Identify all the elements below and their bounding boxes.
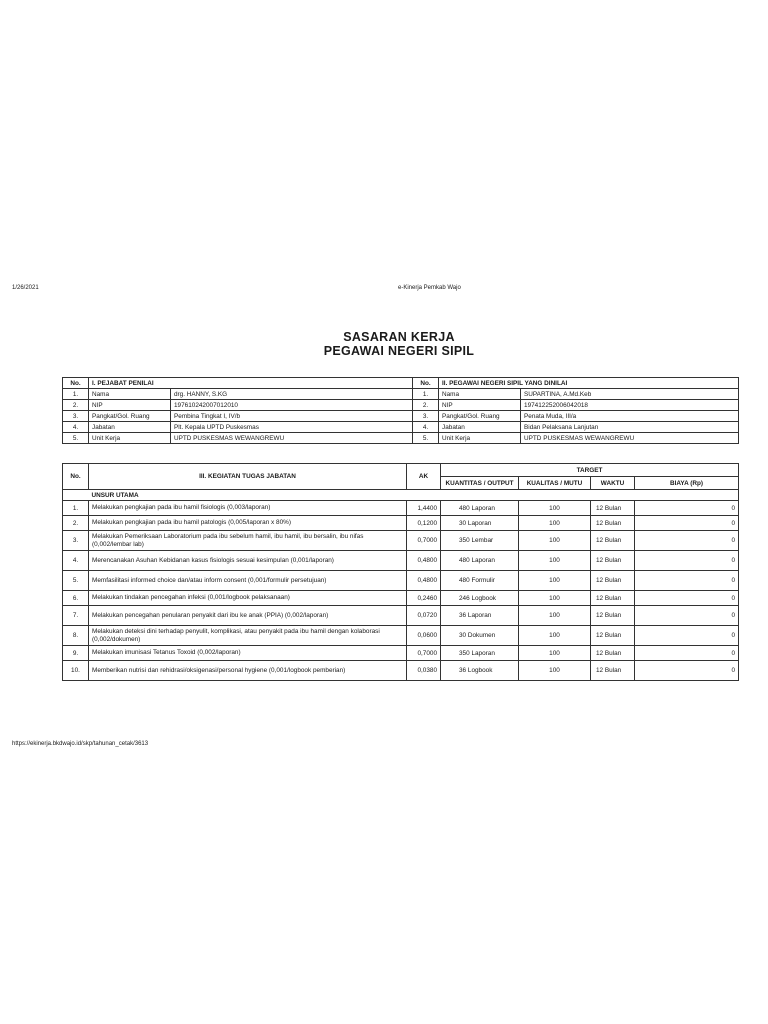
- activity-row: [63, 591, 739, 606]
- time-unit: Bulan: [604, 594, 622, 602]
- quantity-value: 246: [459, 594, 470, 602]
- row-number: 8.: [63, 626, 89, 646]
- row-number: 4.: [63, 551, 89, 571]
- quantity-value: 480: [459, 504, 470, 512]
- time-value: [591, 646, 635, 661]
- main-element-label: UNSUR UTAMA: [89, 490, 739, 501]
- time-amount: 12: [596, 667, 604, 674]
- field-label: Pangkat/Gol. Ruang: [439, 411, 521, 422]
- row-number: 7.: [63, 606, 89, 626]
- quantity-output: [441, 591, 519, 606]
- time-amount: 12: [596, 519, 604, 527]
- cost-value: 0: [635, 606, 739, 626]
- identity-row: [63, 422, 739, 433]
- no-header: No.: [63, 464, 89, 490]
- row-number: 10.: [63, 661, 89, 681]
- field-label: Jabatan: [89, 422, 171, 433]
- quantity-unit: Logbook: [467, 667, 493, 674]
- activity-description: Melakukan Pemeriksaan Laboratorium pada ibu sebelum hamil, ibu hamil, ibu bersalin, ibu nifas (0,002/lembar lab): [89, 531, 407, 551]
- field-label: NIP: [439, 400, 521, 411]
- row-number: 3.: [413, 411, 439, 422]
- quantity-unit: Lembar: [471, 537, 494, 544]
- activity-row: [63, 571, 739, 591]
- field-label: Nama: [89, 389, 171, 400]
- row-number: 4.: [413, 422, 439, 433]
- ak-value: 1,4400: [407, 501, 441, 516]
- quantity-value: 480: [459, 557, 470, 564]
- cost-value: 0: [635, 661, 739, 681]
- activity-row: [63, 626, 739, 646]
- time-value: [591, 516, 635, 531]
- quality-value: 100: [519, 551, 591, 571]
- activity-row: [63, 646, 739, 661]
- section-band-row: [63, 490, 739, 501]
- row-number: 5.: [413, 433, 439, 444]
- quantity-output: [441, 646, 519, 661]
- field-value: 197412252006042018: [521, 400, 739, 411]
- field-value: Plt. Kepala UPTD Puskesmas: [171, 422, 413, 433]
- ak-value: 0,4800: [407, 551, 441, 571]
- time-header: WAKTU: [591, 477, 635, 490]
- time-value: [591, 606, 635, 626]
- time-value: [591, 571, 635, 591]
- no-header: No.: [63, 378, 89, 389]
- field-value: Pembina Tingkat I, IV/b: [171, 411, 413, 422]
- quantity-output: [441, 661, 519, 681]
- field-label: Unit Kerja: [89, 433, 171, 444]
- quantity-output: [441, 516, 519, 531]
- title-line-1: SASARAN KERJA: [343, 330, 455, 344]
- time-unit: Bulan: [604, 557, 622, 564]
- time-amount: 12: [596, 632, 604, 639]
- ak-value: 0,1200: [407, 516, 441, 531]
- work-targets-table: [62, 463, 739, 681]
- activity-description: Melakukan deteksi dini terhadap penyulit, komplikasi, atau penyakit pada ibu hamil dengan kolaborasi (0,002/dokumen): [89, 626, 407, 646]
- quantity-unit: Laporan: [471, 504, 495, 512]
- quality-value: 100: [519, 606, 591, 626]
- print-date: 1/26/2021: [12, 285, 39, 291]
- targets-header-row: [63, 464, 739, 477]
- time-amount: 12: [596, 537, 604, 544]
- quantity-value: 30: [459, 519, 467, 527]
- quantity-output: [441, 626, 519, 646]
- cost-header: BIAYA (Rp): [635, 477, 739, 490]
- cost-value: 0: [635, 591, 739, 606]
- row-number: 2.: [63, 516, 89, 531]
- cost-value: 0: [635, 501, 739, 516]
- activity-description: Memfasilitasi informed choice dan/atau inform consent (0,001/formulir persetujuan): [89, 571, 407, 591]
- quantity-output: [441, 606, 519, 626]
- assessed-employee-header: II. PEGAWAI NEGERI SIPIL YANG DINILAI: [439, 378, 739, 389]
- quantity-value: 36: [459, 667, 467, 674]
- field-value: SUPARTINA, A.Md.Keb: [521, 389, 739, 400]
- field-value: drg. HANNY, S.KG: [171, 389, 413, 400]
- cost-value: 0: [635, 626, 739, 646]
- quantity-unit: Logbook: [471, 594, 496, 602]
- time-unit: Bulan: [604, 504, 622, 512]
- time-value: [591, 501, 635, 516]
- ak-value: 0,7000: [407, 646, 441, 661]
- field-value: Penata Muda, III/a: [521, 411, 739, 422]
- activities-header: III. KEGIATAN TUGAS JABATAN: [89, 464, 407, 490]
- time-unit: Bulan: [604, 612, 622, 619]
- activity-description: Melakukan imunisasi Tetanus Toxoid (0,002/laporan): [89, 646, 407, 661]
- field-value: UPTD PUSKESMAS WEWANGREWU: [521, 433, 739, 444]
- field-value: UPTD PUSKESMAS WEWANGREWU: [171, 433, 413, 444]
- activity-row: [63, 661, 739, 681]
- print-site-title: e-Kinerja Pemkab Wajo: [398, 285, 461, 291]
- cost-value: 0: [635, 531, 739, 551]
- field-value: 197610242007012010: [171, 400, 413, 411]
- row-number: 2.: [413, 400, 439, 411]
- quantity-unit: Formulir: [471, 577, 495, 584]
- document-title: [0, 330, 768, 358]
- time-value: [591, 551, 635, 571]
- quantity-output: [441, 501, 519, 516]
- time-unit: Bulan: [604, 667, 622, 674]
- time-unit: Bulan: [604, 632, 622, 639]
- field-value: Bidan Pelaksana Lanjutan: [521, 422, 739, 433]
- row-number: 3.: [63, 411, 89, 422]
- row-number: 1.: [63, 501, 89, 516]
- quantity-output: [441, 551, 519, 571]
- time-value: [591, 626, 635, 646]
- field-label: Jabatan: [439, 422, 521, 433]
- time-unit: Bulan: [604, 519, 622, 527]
- row-number: 5.: [63, 571, 89, 591]
- activity-description: Memberikan nutrisi dan rehidrasi/oksigenasi/personal hygiene (0,001/logbook pemberian): [89, 661, 407, 681]
- activity-row: [63, 551, 739, 571]
- quality-value: 100: [519, 661, 591, 681]
- activity-description: Melakukan pengkajian pada ibu hamil patologis (0,005/laporan x 80%): [89, 516, 407, 531]
- cost-value: 0: [635, 551, 739, 571]
- officer-identity-table: [62, 377, 739, 444]
- quantity-unit: Laporan: [467, 612, 492, 619]
- identity-row: [63, 389, 739, 400]
- activity-description: Melakukan pencegahan penularan penyakit dari ibu ke anak (PPIA) (0,002/laporan): [89, 606, 407, 626]
- cost-value: 0: [635, 516, 739, 531]
- target-header: TARGET: [441, 464, 739, 477]
- ak-value: 0,2460: [407, 591, 441, 606]
- row-number: 6.: [63, 591, 89, 606]
- row-number: 1.: [413, 389, 439, 400]
- row-number: 3.: [63, 531, 89, 551]
- time-amount: 12: [596, 504, 604, 512]
- ak-header: AK: [407, 464, 441, 490]
- row-number: 4.: [63, 422, 89, 433]
- time-value: [591, 531, 635, 551]
- quantity-value: 480: [459, 577, 470, 584]
- quantity-value: 350: [459, 537, 470, 544]
- time-amount: 12: [596, 594, 604, 602]
- quantity-value: 30: [459, 632, 467, 639]
- row-number: 2.: [63, 400, 89, 411]
- activity-row: [63, 516, 739, 531]
- quantity-unit: Laporan: [471, 649, 495, 657]
- row-number: 5.: [63, 433, 89, 444]
- ak-value: 0,0720: [407, 606, 441, 626]
- time-unit: Bulan: [604, 537, 622, 544]
- time-value: [591, 591, 635, 606]
- quality-value: 100: [519, 646, 591, 661]
- identity-row: [63, 411, 739, 422]
- activity-description: Merencanakan Asuhan Kebidanan kasus fisiologis sesuai kesimpulan (0,001/laporan): [89, 551, 407, 571]
- ak-value: 0,4800: [407, 571, 441, 591]
- quantity-value: 36: [459, 612, 467, 619]
- field-label: NIP: [89, 400, 171, 411]
- activity-row: [63, 606, 739, 626]
- identity-row: [63, 433, 739, 444]
- ak-value: 0,7000: [407, 531, 441, 551]
- time-amount: 12: [596, 612, 604, 619]
- quantity-value: 350: [459, 649, 470, 657]
- quality-value: 100: [519, 591, 591, 606]
- quantity-unit: Laporan: [471, 557, 495, 564]
- quantity-unit: Dokumen: [467, 632, 496, 639]
- assessor-header: I. PEJABAT PENILAI: [89, 378, 413, 389]
- row-number: 9.: [63, 646, 89, 661]
- quality-header: KUALITAS / MUTU: [519, 477, 591, 490]
- time-value: [591, 661, 635, 681]
- field-label: Pangkat/Gol. Ruang: [89, 411, 171, 422]
- activity-row: [63, 501, 739, 516]
- time-amount: 12: [596, 649, 604, 657]
- quantity-unit: Laporan: [467, 519, 492, 527]
- identity-header-row: [63, 378, 739, 389]
- cost-value: 0: [635, 646, 739, 661]
- no-header: No.: [413, 378, 439, 389]
- quality-value: 100: [519, 516, 591, 531]
- activity-description: Melakukan tindakan pencegahan infeksi (0,001/logbook pelaksanaan): [89, 591, 407, 606]
- identity-row: [63, 400, 739, 411]
- field-label: Unit Kerja: [439, 433, 521, 444]
- field-label: Nama: [439, 389, 521, 400]
- time-amount: 12: [596, 577, 604, 584]
- row-number: 1.: [63, 389, 89, 400]
- ak-value: 0,0380: [407, 661, 441, 681]
- activity-description: Melakukan pengkajian pada ibu hamil fisiologis (0,003/laporan): [89, 501, 407, 516]
- quantity-output: [441, 571, 519, 591]
- ak-value: 0,0600: [407, 626, 441, 646]
- quality-value: 100: [519, 501, 591, 516]
- print-footer-url: https://ekinerja.bkdwajo.id/skp/tahunan_cetak/3613: [12, 741, 149, 747]
- quantity-header: KUANTITAS / OUTPUT: [441, 477, 519, 490]
- quantity-output: [441, 531, 519, 551]
- time-amount: 12: [596, 557, 604, 564]
- title-line-2: PEGAWAI NEGERI SIPIL: [323, 344, 475, 358]
- quality-value: 100: [519, 531, 591, 551]
- activity-row: [63, 531, 739, 551]
- quality-value: 100: [519, 571, 591, 591]
- cost-value: 0: [635, 571, 739, 591]
- time-unit: Bulan: [604, 649, 622, 657]
- time-unit: Bulan: [604, 577, 622, 584]
- quality-value: 100: [519, 626, 591, 646]
